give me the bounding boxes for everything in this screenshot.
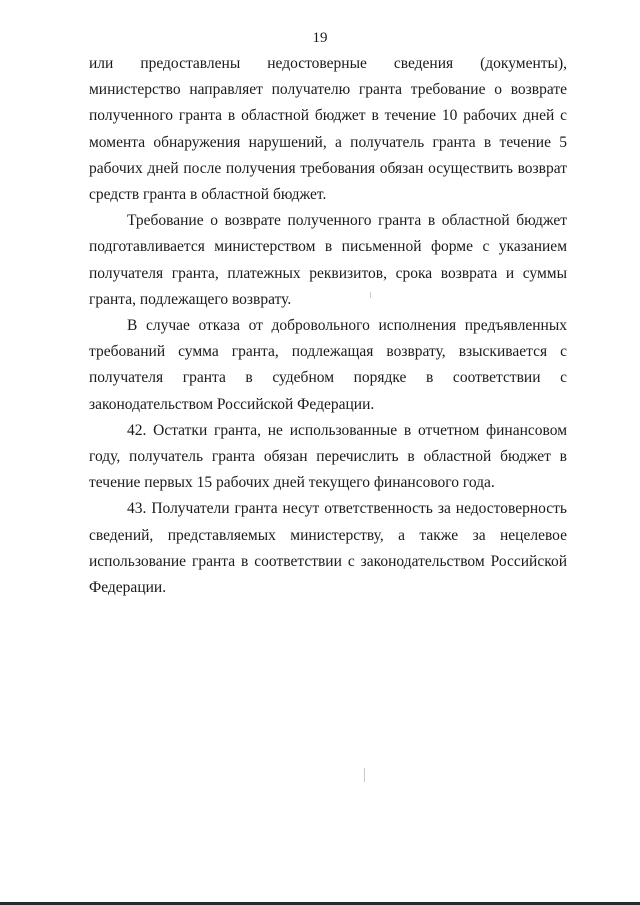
paragraph-item-42: 42. Остатки гранта, не использованные в отчетном финансовом году, получатель гранта обязан перечислить в областной бюджет в течение первых 15 рабочих дней текущего финансового года. [89, 421, 567, 492]
scan-artifact [370, 292, 371, 298]
document-body [89, 51, 567, 601]
paragraph-return-requirement: Требование о возврате полученного гранта в областной бюджет подготавливается министерством в письменной форме с указанием получателя гранта, платежных реквизитов, срока возврата и суммы гранта, подлежащего возврату. [89, 212, 567, 308]
paragraph-refusal-case: В случае отказа от добровольного исполнения предъявленных требований сумма гранта, подлежащая возврату, взыскивается с получателя гранта в судебном порядке в соответствии с законодательством Российской Федерации. [89, 317, 567, 413]
scan-artifact [364, 768, 365, 782]
page-number: 19 [312, 30, 328, 46]
paragraph-continuation: или предоставлены недостоверные сведения (документы), министерство направляет получателю гранта требование о возврате полученного гранта в областной бюджет в течение 10 рабочих дней с момента обнаружения нарушений, а получатель гранта в течение 5 рабочих дней после получения требования обязан осуществить возврат средств гранта в областной бюджет. [89, 55, 567, 204]
paragraph-item-43: 43. Получатели гранта несут ответственность за недостоверность сведений, представляемых министерству, а также за нецелевое использование гранта в соответствии с законодательством Российской Федерации. [89, 500, 567, 597]
